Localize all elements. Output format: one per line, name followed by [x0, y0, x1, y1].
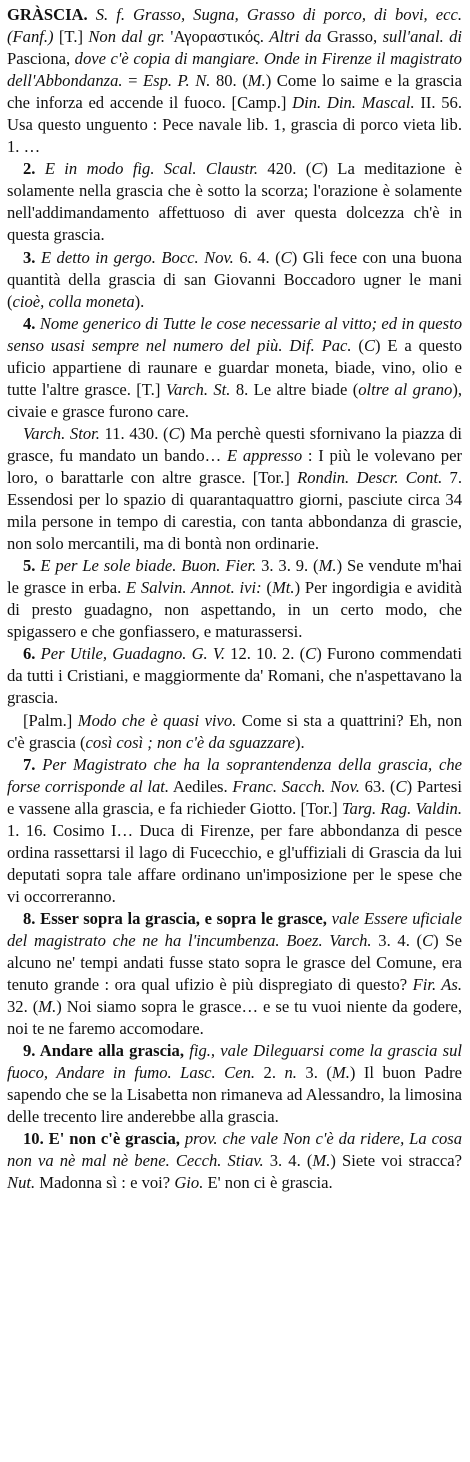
- text-run: ) Noi siamo sopra le grasce… e se tu vuoi niente da godere, noi te ne faremo accomodare.: [7, 997, 462, 1039]
- italic-text: E Salvin. Annot. ivi:: [126, 578, 262, 598]
- sense-number: 2.: [23, 159, 45, 179]
- text-run: Grasso,: [321, 27, 383, 47]
- dictionary-entry: [7, 4, 462, 1195]
- text-run: 3. (: [296, 1063, 332, 1083]
- entry-paragraph-p3: [7, 313, 462, 423]
- italic-text: Franc. Sacch. Nov.: [232, 776, 360, 796]
- text-run: ) Gli fece con una buona quantità della grascia di san Giovanni Boccadoro ugner le mani (: [7, 247, 462, 311]
- italic-text: Fir. As.: [412, 975, 462, 995]
- italic-text: E appresso: [226, 445, 303, 465]
- entry-paragraph-p8: [7, 754, 462, 908]
- italic-text: Varch. St.: [165, 379, 231, 399]
- text-run: 32. (: [7, 997, 39, 1017]
- italic-text: Modo che è quasi vivo.: [77, 710, 237, 730]
- italic-text: così così ; non c'è da sguazzare: [85, 732, 295, 752]
- text-run: ) Siete voi stracca?: [330, 1151, 462, 1171]
- text-run: 420. (: [258, 159, 312, 179]
- entry-paragraph-p4: [7, 423, 462, 555]
- text-run: 11. 430. (: [99, 423, 169, 443]
- text-run: ) Partesi e vassene alla grascia, e fa richieder Giotto. [Tor.]: [7, 776, 462, 818]
- italic-text: M.: [331, 1063, 350, 1083]
- italic-text: Varch. Stor.: [23, 423, 100, 443]
- italic-text: Nut.: [7, 1173, 36, 1193]
- bold-phrase: 8. Esser sopra la grascia, e sopra le grasce,: [23, 908, 327, 928]
- entry-paragraph-p0: [7, 4, 462, 158]
- italic-text: sull'anal. di: [382, 27, 462, 47]
- italic-text: Non dal gr.: [88, 27, 165, 47]
- bold-phrase: 10. E' non c'è grascia,: [23, 1129, 180, 1149]
- italic-text: M.: [38, 997, 57, 1017]
- italic-text: C: [305, 644, 317, 664]
- text-run: 'Αγοραστικός.: [165, 27, 270, 47]
- italic-text: dove c'è copia di mangiare. Onde in Firenze il magistrato dell'Abbondanza.: [7, 49, 462, 91]
- text-run: 2.: [255, 1063, 285, 1083]
- bold-phrase: 9. Andare alla grascia,: [23, 1041, 184, 1061]
- text-run: 7. Essendosi per lo spazio di quarantaquattro giorni, pasciute circa 34 mila persone in tempo di carestia, con tanta abbondanza di grascie, non solo mercantili, ma di bontà non ordinarie.: [7, 467, 462, 554]
- text-run: ), civaie e grasce furono care.: [7, 379, 462, 421]
- italic-text: M.: [247, 71, 266, 91]
- text-run: 80. (: [210, 71, 248, 91]
- sense-number: 6.: [23, 644, 41, 664]
- text-run: Aediles.: [169, 776, 233, 796]
- italic-text: Mt.: [271, 578, 295, 598]
- text-run: 3. 4. (: [263, 1151, 313, 1171]
- text-run: ) Se alcuno ne' tempi andati fusse stato sopra le grasce del Comune, era tenuto grande : ora qual ufizio è più dispregiato di questo?: [7, 930, 462, 995]
- italic-text: C: [363, 335, 376, 355]
- italic-text: Nome generico di Tutte le cose necessarie al vitto; ed in questo senso usasi sempre nel numero del più. Dif. Pac.: [7, 313, 462, 355]
- italic-text: E detto in gergo. Bocc. Nov.: [40, 247, 234, 267]
- italic-text: S. f. Grasso, Sugna, Grasso di porco, di bovi, ecc. (Fanf.): [7, 5, 462, 47]
- entry-paragraph-p11: [7, 1128, 462, 1194]
- entry-paragraph-p6: [7, 643, 462, 709]
- text-run: 3. 4. (: [371, 930, 423, 950]
- italic-text: vale Essere uficiale del magistrato che ne ha l'incumbenza. Boez. Varch.: [7, 908, 463, 950]
- entry-paragraph-p9: [7, 908, 462, 1040]
- sense-number: 4.: [23, 313, 40, 333]
- text-run: 63. (: [359, 776, 396, 796]
- text-run: E' non ci è grascia.: [203, 1173, 333, 1193]
- text-run: ) La meditazione è solamente nella grascia che è sotto la scorza; l'orazione è solamente nell'addimandamento affettuoso di aver questa dolcezza ch'è in questa grascia.: [7, 159, 462, 245]
- text-run: ) Ma perchè questi sfornivano la piazza di grasce, fu mandato un bando…: [7, 423, 463, 465]
- italic-text: n.: [284, 1063, 297, 1083]
- text-run: 12. 10. 2. (: [225, 644, 306, 664]
- italic-text: prov. che vale Non c'è da ridere, La cosa non va nè mal nè bene. Cecch. Stiav.: [7, 1129, 462, 1171]
- text-run: II. 56. Usa questo unguento : Pece navale lib. 1, grascia di porco vieta lib. 1. …: [7, 93, 463, 157]
- text-run: ).: [134, 291, 145, 311]
- text-run: 1. 16. Cosimo I… Duca di Firenze, per fare abbondanza di pesce ordina rassettarsi il lago di Fucecchio, e gl'uffiziali di Grascia da lui deputati sopra tale affare ordinano un'imposizione per le spese che vi occorreranno.: [7, 820, 462, 906]
- italic-text: Targ. Rag. Valdin.: [341, 798, 462, 818]
- text-run: [Palm.]: [23, 710, 78, 730]
- text-run: 3. 3. 9. (: [256, 556, 319, 576]
- entry-paragraph-p5: [7, 555, 462, 643]
- text-run: Come si sta a quattrini? Eh, non c'è grascia (: [7, 710, 462, 752]
- text-run: ) Furono commendati da tutti i Cristiani, e maggiormente da' Romani, che n'aspettavano la grascia.: [7, 644, 462, 708]
- text-run: [88, 5, 96, 24]
- text-run: Madonna sì : e voi?: [35, 1173, 175, 1193]
- italic-text: C: [280, 247, 292, 267]
- text-run: ) Il buon Padre sapendo che se la Lisabetta non rimaneva ad Alessandro, la limosina delle trecento lire anderebbe alla grascia.: [7, 1063, 463, 1127]
- sense-number: 7.: [23, 754, 43, 774]
- italic-text: M.: [318, 556, 337, 576]
- text-run: ) E a questo uficio appartiene di raunare e guardar moneta, biade, vino, olio e tutte l'altre grasce. [T.]: [7, 335, 462, 399]
- italic-text: C: [311, 159, 323, 179]
- italic-text: Gio.: [174, 1173, 204, 1193]
- italic-text: cioè, colla moneta: [12, 291, 135, 311]
- sense-number: 5.: [23, 556, 41, 576]
- text-run: ) Per ingordigia e avidità di presto guadagno, non aspettando, in un certo modo, che spigassero e che gonfiassero, e maturassersi.: [7, 578, 462, 642]
- italic-text: C: [395, 776, 407, 796]
- entry-paragraph-p10: [7, 1040, 462, 1128]
- entry-paragraph-p7: [7, 710, 462, 754]
- italic-text: Rondin. Descr. Cont.: [297, 467, 443, 487]
- italic-text: Din. Din. Mascal.: [292, 93, 415, 113]
- italic-text: Esp. P. N.: [142, 71, 211, 91]
- text-run: =: [122, 71, 143, 91]
- italic-text: Altri da: [269, 27, 322, 47]
- italic-text: oltre al grano: [358, 379, 453, 399]
- italic-text: Per Magistrato che ha la soprantendenza della grascia, che forse corrisponde al lat.: [7, 754, 463, 796]
- italic-text: E per Le sole biade. Buon. Fier.: [40, 556, 257, 576]
- italic-text: C: [422, 930, 434, 950]
- italic-text: C: [168, 423, 180, 443]
- text-run: (: [351, 335, 364, 355]
- text-run: 8. Le altre biade (: [230, 379, 359, 399]
- entry-paragraph-p2: [7, 247, 462, 313]
- text-run: Pasciona,: [7, 49, 75, 69]
- text-run: (: [261, 578, 272, 598]
- text-run: : I più le volevano per loro, o barattarle con altre grasce. [Tor.]: [7, 445, 462, 487]
- italic-text: Per Utile, Guadagno. G. V.: [40, 644, 226, 664]
- text-run: 6. 4. (: [233, 247, 281, 267]
- italic-text: E in modo fig. Scal. Claustr.: [44, 159, 259, 179]
- headword: GRÀSCIA.: [7, 5, 88, 24]
- italic-text: fig., vale Dileguarsi come la grascia sul fuoco, Andare in fumo. Lasc. Cen.: [7, 1041, 462, 1083]
- sense-number: 3.: [23, 247, 41, 267]
- text-run: ) Se vendute m'hai le grasce in erba.: [7, 556, 462, 598]
- text-run: [T.]: [53, 27, 89, 47]
- italic-text: M.: [312, 1151, 331, 1171]
- text-run: ) Come lo saime e la grascia che inforza ed accende il fuoco. [Camp.]: [7, 71, 463, 113]
- text-run: ).: [294, 732, 305, 752]
- entry-paragraph-p1: [7, 158, 462, 246]
